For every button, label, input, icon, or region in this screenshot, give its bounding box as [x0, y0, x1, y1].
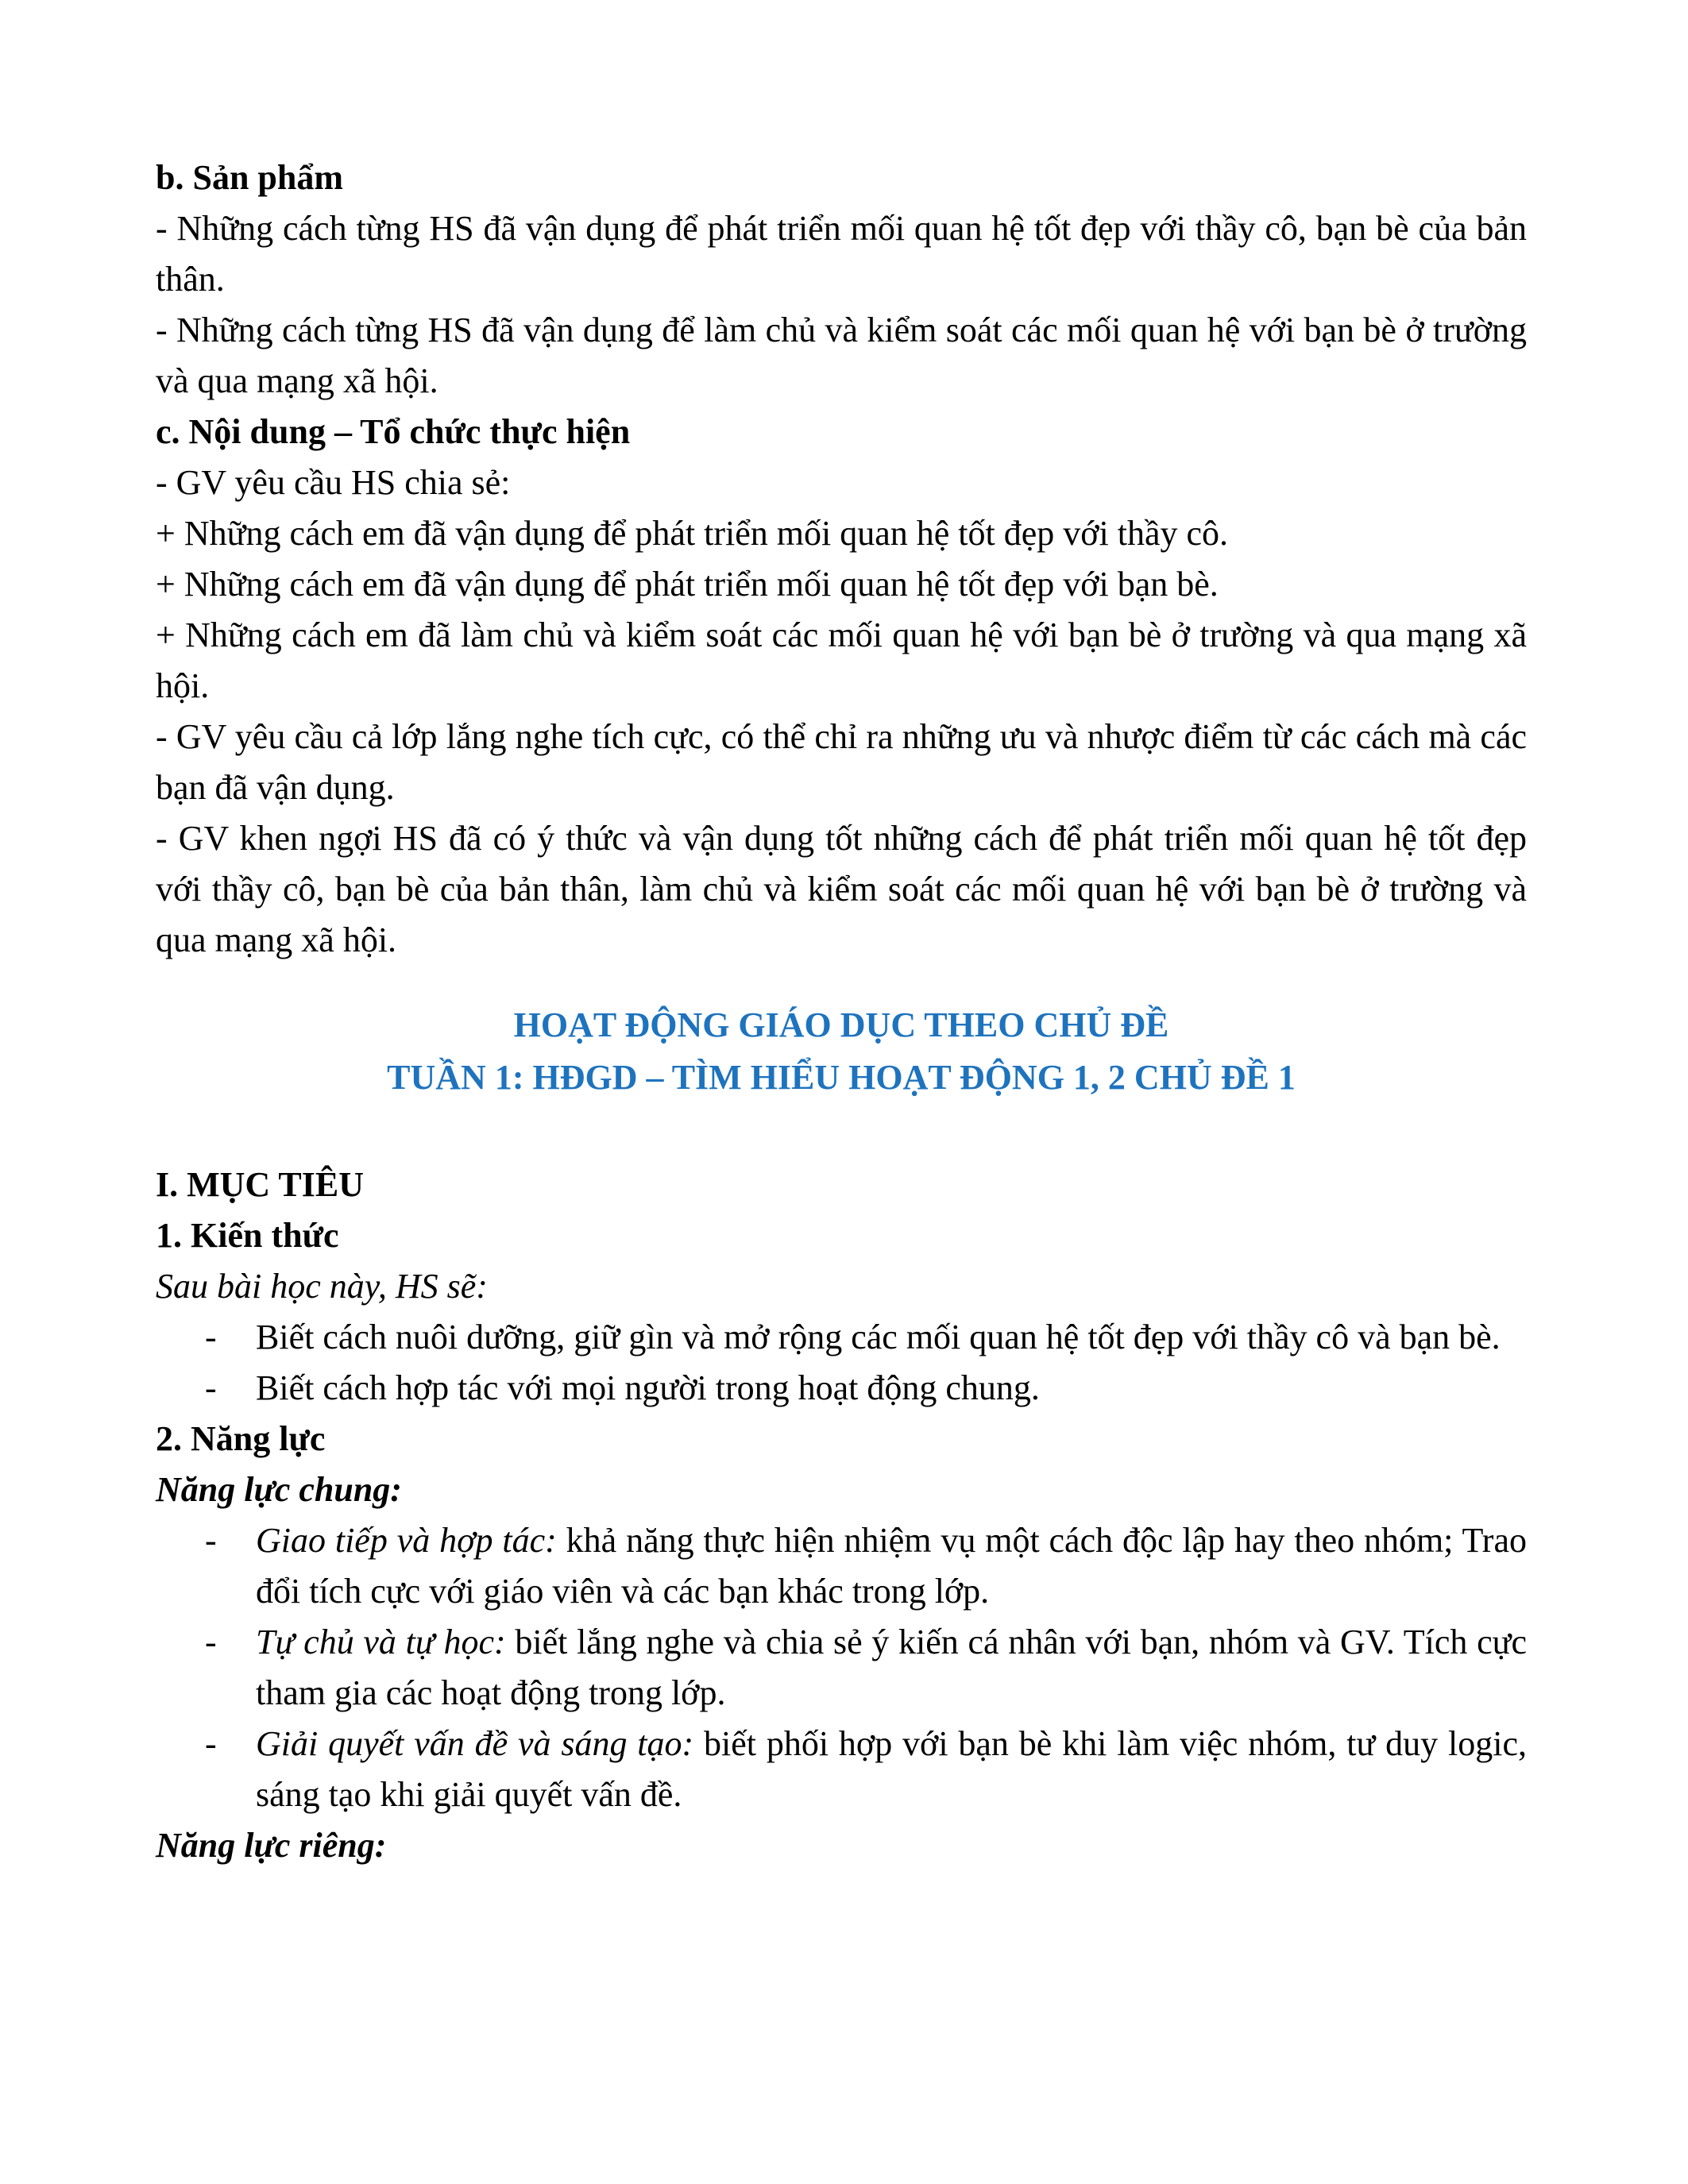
center-heading-line-1: HOẠT ĐỘNG GIÁO DỤC THEO CHỦ ĐỀ — [513, 1005, 1169, 1044]
paragraph: - Những cách từng HS đã vận dụng để phát triển mối quan hệ tốt đẹp với thầy cô, bạn bè của bản thân. — [156, 209, 1527, 299]
knowledge-intro: Sau bài học này, HS sẽ: — [156, 1267, 488, 1306]
competence-heading: 2. Năng lực — [156, 1419, 326, 1458]
paragraph: - GV yêu cầu HS chia sẻ: — [156, 463, 511, 502]
list-item — [156, 1363, 1527, 1414]
paragraph: + Những cách em đã vận dụng để phát triển mối quan hệ tốt đẹp với thầy cô. — [156, 514, 1229, 553]
paragraph: + Những cách em đã làm chủ và kiểm soát các mối quan hệ với bạn bè ở trường và qua mạng xã hội. — [156, 615, 1527, 705]
bullet-dash: - — [205, 1623, 217, 1661]
bullet-dash: - — [205, 1318, 217, 1356]
part-c-heading: c. Nội dung – Tổ chức thực hiện — [156, 412, 631, 451]
list-item-text: biết lắng nghe và chia sẻ ý kiến cá nhân với bạn, nhóm và GV. Tích cực tham gia các hoạt động trong lớp. — [256, 1623, 1527, 1712]
section-1-heading: I. MỤC TIÊU — [156, 1165, 365, 1204]
list-item-text: biết phối hợp với bạn bè khi làm việc nhóm, tư duy logic, sáng tạo khi giải quyết vấn đề. — [256, 1724, 1527, 1814]
list-item — [156, 1719, 1527, 1820]
paragraph: - Những cách từng HS đã vận dụng để làm chủ và kiểm soát các mối quan hệ với bạn bè ở trường và qua mạng xã hội. — [156, 311, 1527, 400]
paragraph: + Những cách em đã vận dụng để phát triển mối quan hệ tốt đẹp với bạn bè. — [156, 565, 1219, 604]
list-item — [156, 1515, 1527, 1617]
list-item-label: Giải quyết vấn đề và sáng tạo: — [256, 1724, 694, 1763]
bullet-dash: - — [205, 1521, 217, 1560]
paragraph: - GV khen ngợi HS đã có ý thức và vận dụng tốt những cách để phát triển mối quan hệ tốt đẹp với thầy cô, bạn bè của bản thân, làm chủ và kiểm soát các mối quan hệ với bạn bè ở trường và qua mạng xã hội. — [156, 819, 1527, 959]
knowledge-heading: 1. Kiến thức — [156, 1216, 339, 1255]
list-item-text: Biết cách nuôi dưỡng, giữ gìn và mở rộng các mối quan hệ tốt đẹp với thầy cô và bạn bè. — [256, 1318, 1501, 1356]
list-item-label: Tự chủ và tự học: — [256, 1623, 506, 1661]
list-item — [156, 1312, 1527, 1363]
bullet-dash: - — [205, 1724, 217, 1763]
knowledge-list — [156, 1312, 1527, 1414]
list-item — [156, 1617, 1527, 1719]
part-b-heading: b. Sản phẩm — [156, 158, 344, 197]
center-heading — [156, 999, 1527, 1104]
competence-list — [156, 1515, 1527, 1820]
general-competence-heading: Năng lực chung: — [156, 1470, 402, 1509]
specific-competence-heading: Năng lực riêng: — [156, 1826, 387, 1865]
list-item-label: Giao tiếp và hợp tác: — [256, 1521, 557, 1560]
document-page — [156, 152, 1527, 1871]
center-heading-line-2: TUẦN 1: HĐGD – TÌM HIỂU HOẠT ĐỘNG 1, 2 CHỦ ĐỀ 1 — [387, 1058, 1296, 1097]
paragraph: - GV yêu cầu cả lớp lắng nghe tích cực, có thể chỉ ra những ưu và nhược điểm từ các cách mà các bạn đã vận dụng. — [156, 717, 1527, 807]
bullet-dash: - — [205, 1368, 217, 1407]
list-item-text: Biết cách hợp tác với mọi người trong hoạt động chung. — [256, 1368, 1040, 1407]
list-item-text: khả năng thực hiện nhiệm vụ một cách độc lập hay theo nhóm; Trao đổi tích cực với giáo viên và các bạn khác trong lớp. — [256, 1521, 1527, 1611]
